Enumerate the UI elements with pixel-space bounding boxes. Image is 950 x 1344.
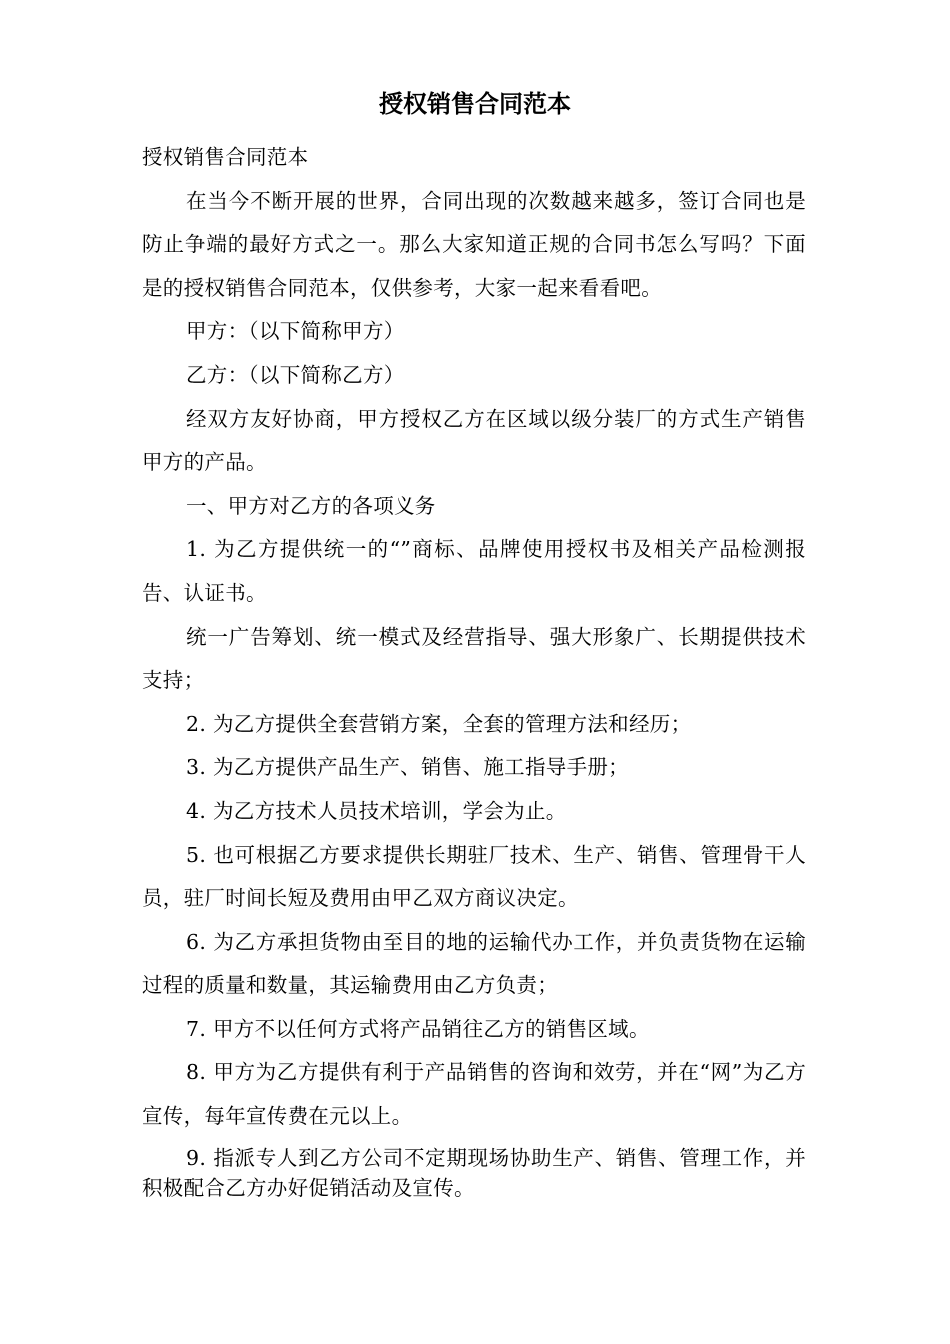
clause-2: 2. 为乙方提供全套营销方案，全套的管理方法和经历；	[186, 711, 692, 736]
section-heading-obligations: 一、甲方对乙方的各项义务	[186, 493, 436, 518]
paragraph-intro: 在当今不断开展的世界，合同出现的次数越来越多，签订合同也是防止争端的最好方式之一。那么大家知道正规的合同书怎么写吗？下面是的授权销售合同范本，仅供参考，大家一起来看看吧。	[142, 188, 806, 300]
clause-4: 4. 为乙方技术人员技术培训，学会为止。	[186, 798, 567, 823]
document-body	[142, 136, 806, 1203]
clause-9: 9. 指派专人到乙方公司不定期现场协助生产、销售、管理工作，并积极配合乙方办好促销活动及宣传。	[142, 1145, 806, 1200]
clause-8: 8. 甲方为乙方提供有利于产品销售的咨询和效劳，并在“网”为乙方宣传，每年宣传费在元以上。	[142, 1060, 806, 1129]
clause-1: 1. 为乙方提供统一的“”商标、品牌使用授权书及相关产品检测报告、认证书。	[142, 537, 806, 605]
paragraph-party-b: 乙方：（以下简称乙方）	[186, 362, 405, 387]
clause-1-continued: 统一广告筹划、统一模式及经营指导、强大形象广、长期提供技术支持；	[142, 624, 806, 693]
clause-5: 5. 也可根据乙方要求提供长期驻厂技术、生产、销售、管理骨干人员，驻厂时间长短及费用由甲乙双方商议决定。	[142, 842, 806, 911]
clause-3: 3. 为乙方提供产品生产、销售、施工指导手册；	[186, 755, 629, 780]
document-title: 授权销售合同范本	[379, 90, 571, 118]
paragraph-agreement: 经双方友好协商，甲方授权乙方在区域以级分装厂的方式生产销售甲方的产品。	[142, 406, 806, 475]
paragraph-subtitle: 授权销售合同范本	[142, 145, 309, 169]
paragraph-party-a: 甲方：（以下简称甲方）	[186, 319, 405, 344]
clause-6: 6. 为乙方承担货物由至目的地的运输代办工作，并负责货物在运输过程的质量和数量，其运输费用由乙方负责；	[142, 929, 806, 998]
clause-7: 7. 甲方不以任何方式将产品销往乙方的销售区域。	[186, 1016, 650, 1041]
